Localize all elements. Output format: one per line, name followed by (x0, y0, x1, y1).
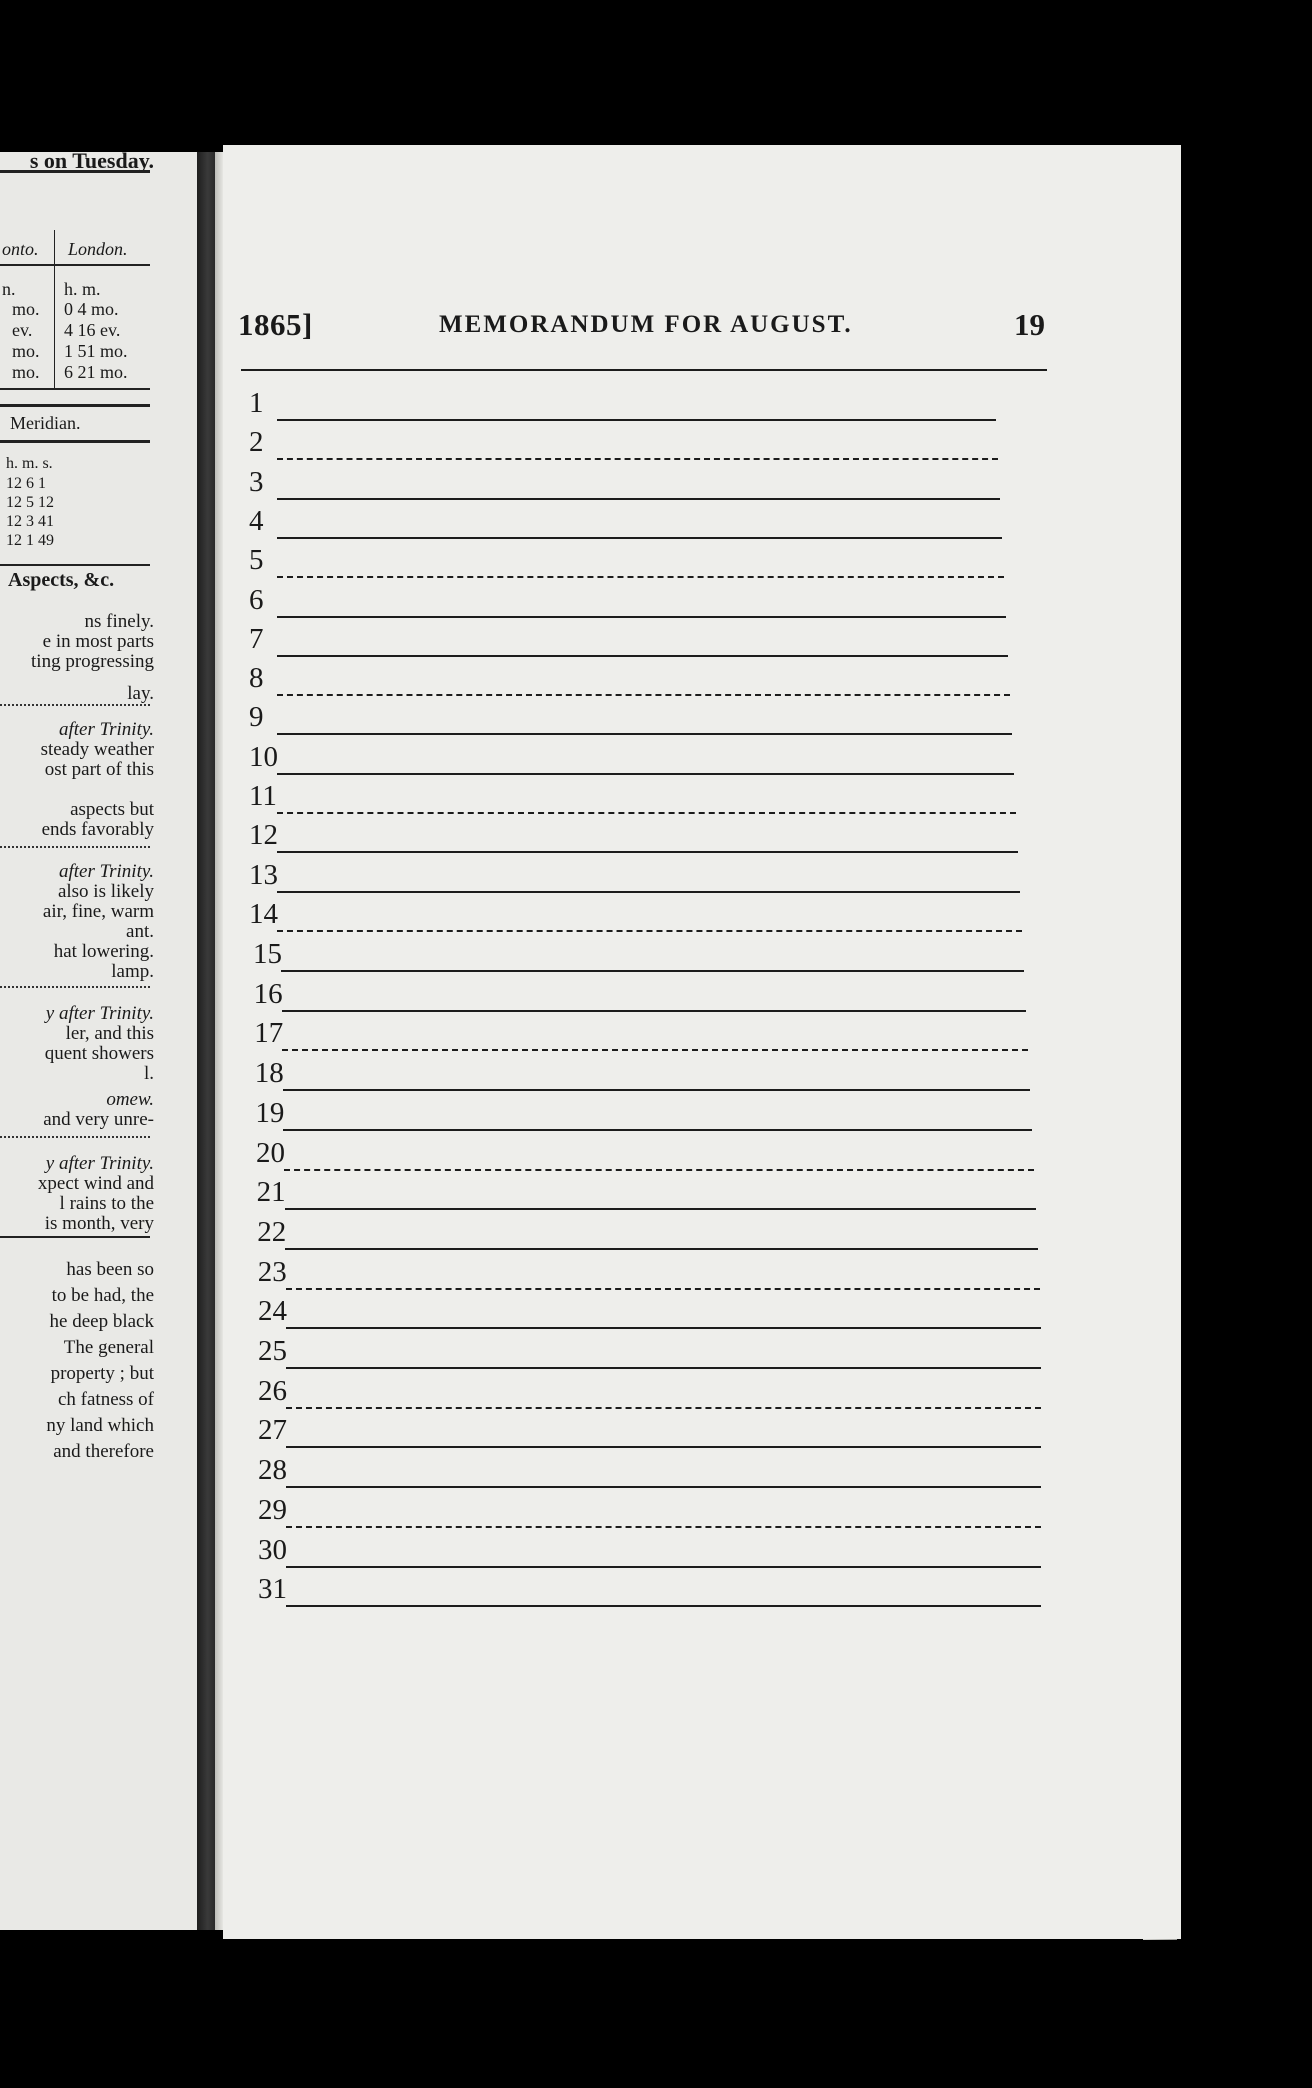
dotted-rule (0, 704, 150, 706)
memo-row (223, 656, 1181, 696)
day-number: 26 (258, 1374, 287, 1407)
text-line: l. (143, 1063, 154, 1084)
text-line: after Trinity. (58, 719, 154, 740)
header-year: 1865] (238, 307, 313, 342)
text-line: ch fatness of (57, 1389, 154, 1410)
text-line: after Trinity. (58, 861, 154, 882)
memo-row (223, 774, 1181, 814)
memo-row (223, 578, 1181, 618)
memo-row (223, 932, 1181, 972)
memo-row (223, 617, 1181, 657)
day-number: 8 (249, 662, 264, 695)
memorandum-list (223, 145, 1181, 1939)
table-cell: 1 51 mo. (64, 341, 128, 361)
text-line: e in most parts (42, 631, 154, 652)
text-line: and therefore (53, 1441, 154, 1462)
day-number: 30 (258, 1533, 287, 1566)
page-number: 19 (1014, 307, 1045, 342)
day-number: 2 (249, 426, 264, 459)
day-number: 23 (257, 1255, 287, 1288)
text-line: ends favorably (41, 819, 154, 840)
memo-row (223, 1131, 1181, 1171)
day-number: 28 (258, 1454, 287, 1487)
text-line: is month, very (44, 1213, 154, 1234)
meridian-row: 12 3 41 (6, 513, 54, 530)
memo-row (223, 538, 1181, 578)
text-line: l rains to the (59, 1193, 154, 1214)
day-number: 16 (253, 977, 283, 1010)
text-line: has been so (66, 1259, 154, 1280)
day-number: 18 (254, 1057, 284, 1090)
day-number: 21 (256, 1176, 286, 1209)
unit-label: h. m. (64, 279, 101, 299)
memo-row (223, 499, 1181, 539)
section-rule (0, 1236, 150, 1238)
day-number: 24 (258, 1295, 287, 1328)
text-line: ting progressing (31, 651, 154, 672)
dotted-rule (0, 1136, 150, 1138)
text-line: and very unre- (43, 1109, 154, 1130)
day-number: 11 (249, 780, 277, 812)
day-number: 31 (258, 1573, 287, 1606)
memo-row (223, 420, 1181, 460)
text-line: quent showers (44, 1043, 154, 1064)
table-cell: 6 21 mo. (64, 362, 128, 382)
table-cell: mo. (12, 362, 40, 382)
day-number: 10 (249, 740, 278, 773)
memo-row (223, 1210, 1181, 1250)
memo-row (223, 1488, 1181, 1528)
day-number: 25 (258, 1335, 287, 1367)
text-line: air, fine, warm (42, 901, 154, 922)
aspects-rule (0, 564, 150, 566)
memo-row (223, 1011, 1181, 1051)
text-line: xpect wind and (37, 1173, 154, 1194)
table-header: onto. (2, 239, 39, 259)
memo-row (223, 1567, 1181, 1607)
memo-row (223, 1408, 1181, 1448)
text-line: lay. (127, 683, 154, 704)
text-line: steady weather (40, 739, 154, 760)
memo-row (223, 892, 1181, 932)
dotted-rule (0, 846, 150, 848)
meridian-row: 12 1 49 (6, 532, 54, 549)
day-number: 22 (257, 1215, 287, 1248)
day-number: 17 (254, 1017, 284, 1050)
table-cell: mo. (12, 341, 40, 361)
memo-row (223, 1051, 1181, 1091)
memo-row (223, 460, 1181, 500)
meridian-top-rule (0, 404, 150, 407)
day-number: 13 (249, 858, 278, 891)
meridian-row: 12 6 1 (6, 475, 46, 492)
dotted-rule (0, 986, 150, 988)
memo-row (223, 1369, 1181, 1409)
day-number: 6 (249, 583, 264, 616)
memo-row (223, 813, 1181, 853)
day-number: 14 (249, 898, 278, 931)
table-cell: 4 16 ev. (64, 320, 121, 340)
day-number: 12 (249, 819, 278, 852)
table-cell: 0 4 mo. (64, 299, 119, 319)
text-line: y after Trinity. (45, 1003, 154, 1024)
text-line: lamp. (111, 961, 154, 982)
text-line: ler, and this (65, 1023, 154, 1044)
previous-page-fragment (0, 152, 197, 1930)
table-cell: ev. (12, 320, 33, 340)
day-number: 19 (255, 1096, 285, 1129)
text-line: ant. (126, 921, 154, 942)
day-number: 3 (249, 465, 264, 498)
memo-row (223, 1289, 1181, 1329)
text-line: y after Trinity. (45, 1153, 154, 1174)
day-number: 15 (253, 938, 282, 970)
table-bottom-rule (0, 388, 150, 390)
memo-row (223, 853, 1181, 893)
unit-label: n. (2, 279, 16, 299)
memo-row (223, 1329, 1181, 1369)
text-line: ost part of this (44, 759, 154, 780)
day-number: 9 (249, 701, 264, 734)
memo-row (223, 1448, 1181, 1488)
memo-row (223, 1250, 1181, 1290)
day-number: 4 (249, 504, 264, 537)
page-title: MEMORANDUM FOR AUGUST. (439, 311, 853, 338)
text-line: ny land which (46, 1415, 154, 1436)
memo-row (223, 972, 1181, 1012)
table-top-rule (0, 170, 150, 173)
table-header-rule (0, 264, 150, 266)
book-spine (197, 152, 215, 1930)
memo-row (223, 1528, 1181, 1568)
table-cell: mo. (12, 299, 40, 319)
meridian-row: 12 5 12 (6, 494, 54, 511)
top-rule (241, 369, 1047, 371)
meridian-rule (0, 440, 150, 443)
text-line: omew. (106, 1089, 154, 1110)
day-number: 1 (249, 387, 264, 419)
text-line: The general (63, 1337, 154, 1358)
aspects-heading: Aspects, &c. (8, 569, 115, 591)
day-number: 29 (258, 1493, 287, 1526)
memo-row (223, 1170, 1181, 1210)
text-line: he deep black (49, 1311, 154, 1332)
day-number: 7 (249, 622, 264, 655)
day-number: 20 (256, 1136, 285, 1169)
memo-row (223, 695, 1181, 735)
text-line: to be had, the (51, 1285, 154, 1306)
day-number: 27 (258, 1414, 287, 1447)
memo-row (223, 381, 1181, 421)
meridian-units: h. m. s. (6, 455, 53, 472)
memo-row (223, 1091, 1181, 1131)
writing-line (286, 1605, 1041, 1607)
meridian-label: Meridian. (10, 413, 81, 433)
text-line: also is likely (57, 881, 154, 902)
text-line: aspects but (70, 799, 154, 820)
text-line: hat lowering. (53, 941, 154, 962)
day-number: 5 (249, 544, 264, 577)
page-gutter (215, 152, 223, 1930)
memorandum-page (223, 145, 1181, 1939)
text-line: property ; but (50, 1363, 154, 1384)
text-line: ns finely. (84, 611, 154, 632)
table-header: London. (68, 239, 128, 259)
memo-row (223, 735, 1181, 775)
previous-page-heading: s on Tuesday. (29, 152, 154, 173)
table-divider (54, 230, 55, 390)
